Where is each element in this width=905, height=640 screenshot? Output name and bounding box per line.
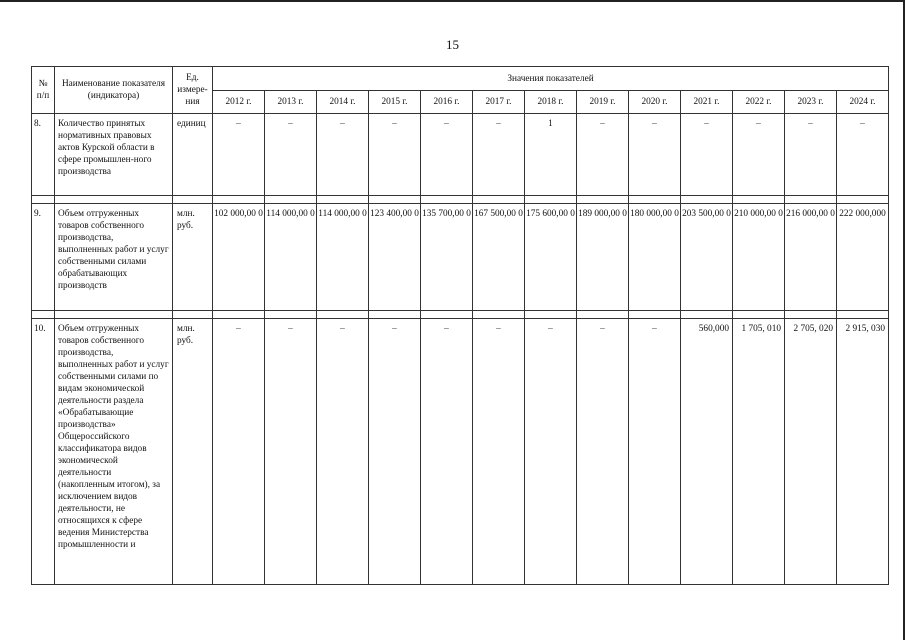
value-cell: 560,000 — [681, 319, 733, 585]
value-cell: – — [577, 319, 629, 585]
value-cell: 167 500,00 0 — [473, 204, 525, 311]
page-top-border — [0, 0, 905, 2]
year-header: 2015 г. — [369, 91, 421, 114]
table-body — [32, 114, 889, 585]
spacer-cell — [733, 311, 785, 319]
spacer-cell — [473, 196, 525, 204]
spacer-cell — [577, 311, 629, 319]
value-cell: – — [317, 319, 369, 585]
value-cell: – — [473, 114, 525, 196]
spacer-cell — [525, 196, 577, 204]
value-cell: 135 700,00 0 — [421, 204, 473, 311]
value-cell: – — [421, 114, 473, 196]
value-cell: – — [525, 319, 577, 585]
spacer-cell — [421, 196, 473, 204]
spacer-cell — [733, 196, 785, 204]
value-cell: – — [421, 319, 473, 585]
table-row — [32, 319, 889, 585]
spacer-cell — [317, 311, 369, 319]
unit-cell: млн. руб. — [173, 204, 213, 311]
header-unit: Ед. измере-ния — [173, 67, 213, 114]
year-header: 2019 г. — [577, 91, 629, 114]
spacer-cell — [317, 196, 369, 204]
spacer-cell — [785, 311, 837, 319]
value-cell: 175 600,00 0 — [525, 204, 577, 311]
spacer-cell — [213, 196, 265, 204]
value-cell: – — [733, 114, 785, 196]
value-cell: 1 — [525, 114, 577, 196]
year-header: 2020 г. — [629, 91, 681, 114]
value-cell: – — [629, 114, 681, 196]
value-cell: – — [369, 319, 421, 585]
spacer-cell — [369, 311, 421, 319]
year-header: 2023 г. — [785, 91, 837, 114]
value-cell: 2 705, 020 — [785, 319, 837, 585]
header-num: № п/п — [32, 67, 55, 114]
spacer-cell — [785, 196, 837, 204]
year-header: 2016 г. — [421, 91, 473, 114]
year-header: 2012 г. — [213, 91, 265, 114]
year-header: 2013 г. — [265, 91, 317, 114]
value-cell: – — [317, 114, 369, 196]
spacer-cell — [173, 196, 213, 204]
value-cell: 123 400,00 0 — [369, 204, 421, 311]
value-cell: 203 500,00 0 — [681, 204, 733, 311]
spacer-cell — [525, 311, 577, 319]
value-cell: 216 000,00 0 — [785, 204, 837, 311]
value-cell: – — [629, 319, 681, 585]
spacer-cell — [421, 311, 473, 319]
value-cell: 180 000,00 0 — [629, 204, 681, 311]
indicator-name: Количество принятых нормативных правовых актов Курской области в сфере промышлен-ного производства — [55, 114, 173, 196]
spacer-cell — [681, 311, 733, 319]
value-cell: 102 000,00 0 — [213, 204, 265, 311]
row-spacer — [32, 196, 889, 204]
row-spacer — [32, 311, 889, 319]
table-row — [32, 114, 889, 196]
year-header: 2014 г. — [317, 91, 369, 114]
year-header: 2017 г. — [473, 91, 525, 114]
spacer-cell — [473, 311, 525, 319]
value-cell: – — [837, 114, 889, 196]
value-cell: 1 705, 010 — [733, 319, 785, 585]
spacer-cell — [265, 196, 317, 204]
value-cell: – — [213, 319, 265, 585]
value-cell: 210 000,00 0 — [733, 204, 785, 311]
table-row — [32, 204, 889, 311]
indicator-name: Объем отгруженных товаров собственного производства, выполненных работ и услуг собственными силами по видам экономической деятельности раздела «Обрабатывающие производства» Общероссийского классификатора видов экономической деятельности (накопленным итогом), за исключением видов деятельности, не относящихся к сфере ведения Министерства промышленности и — [55, 319, 173, 585]
spacer-cell — [629, 196, 681, 204]
spacer-cell — [681, 196, 733, 204]
value-cell: 222 000,000 — [837, 204, 889, 311]
unit-cell: млн. руб. — [173, 319, 213, 585]
value-cell: 2 915, 030 — [837, 319, 889, 585]
year-header: 2022 г. — [733, 91, 785, 114]
row-number: 8. — [32, 114, 55, 196]
year-header: 2024 г. — [837, 91, 889, 114]
spacer-cell — [629, 311, 681, 319]
spacer-cell — [32, 196, 55, 204]
row-number: 10. — [32, 319, 55, 585]
header-values: Значения показателей — [213, 67, 889, 91]
value-cell: – — [681, 114, 733, 196]
spacer-cell — [837, 196, 889, 204]
spacer-cell — [369, 196, 421, 204]
year-header: 2021 г. — [681, 91, 733, 114]
row-number: 9. — [32, 204, 55, 311]
unit-cell: единиц — [173, 114, 213, 196]
value-cell: – — [577, 114, 629, 196]
spacer-cell — [265, 311, 317, 319]
spacer-cell — [173, 311, 213, 319]
value-cell: – — [473, 319, 525, 585]
value-cell: 189 000,00 0 — [577, 204, 629, 311]
value-cell: – — [785, 114, 837, 196]
indicators-table — [31, 66, 889, 585]
value-cell: – — [369, 114, 421, 196]
spacer-cell — [837, 311, 889, 319]
spacer-cell — [55, 196, 173, 204]
spacer-cell — [55, 311, 173, 319]
spacer-cell — [577, 196, 629, 204]
page-number: 15 — [446, 37, 459, 52]
spacer-cell — [213, 311, 265, 319]
value-cell: – — [265, 114, 317, 196]
value-cell: – — [213, 114, 265, 196]
header-name: Наименование показателя (индикатора) — [55, 67, 173, 114]
value-cell: – — [265, 319, 317, 585]
value-cell: 114 000,00 0 — [265, 204, 317, 311]
value-cell: 114 000,00 0 — [317, 204, 369, 311]
indicator-name: Объем отгруженных товаров собственного производства, выполненных работ и услуг собственными силами обрабатывающих производств — [55, 204, 173, 311]
year-header: 2018 г. — [525, 91, 577, 114]
spacer-cell — [32, 311, 55, 319]
